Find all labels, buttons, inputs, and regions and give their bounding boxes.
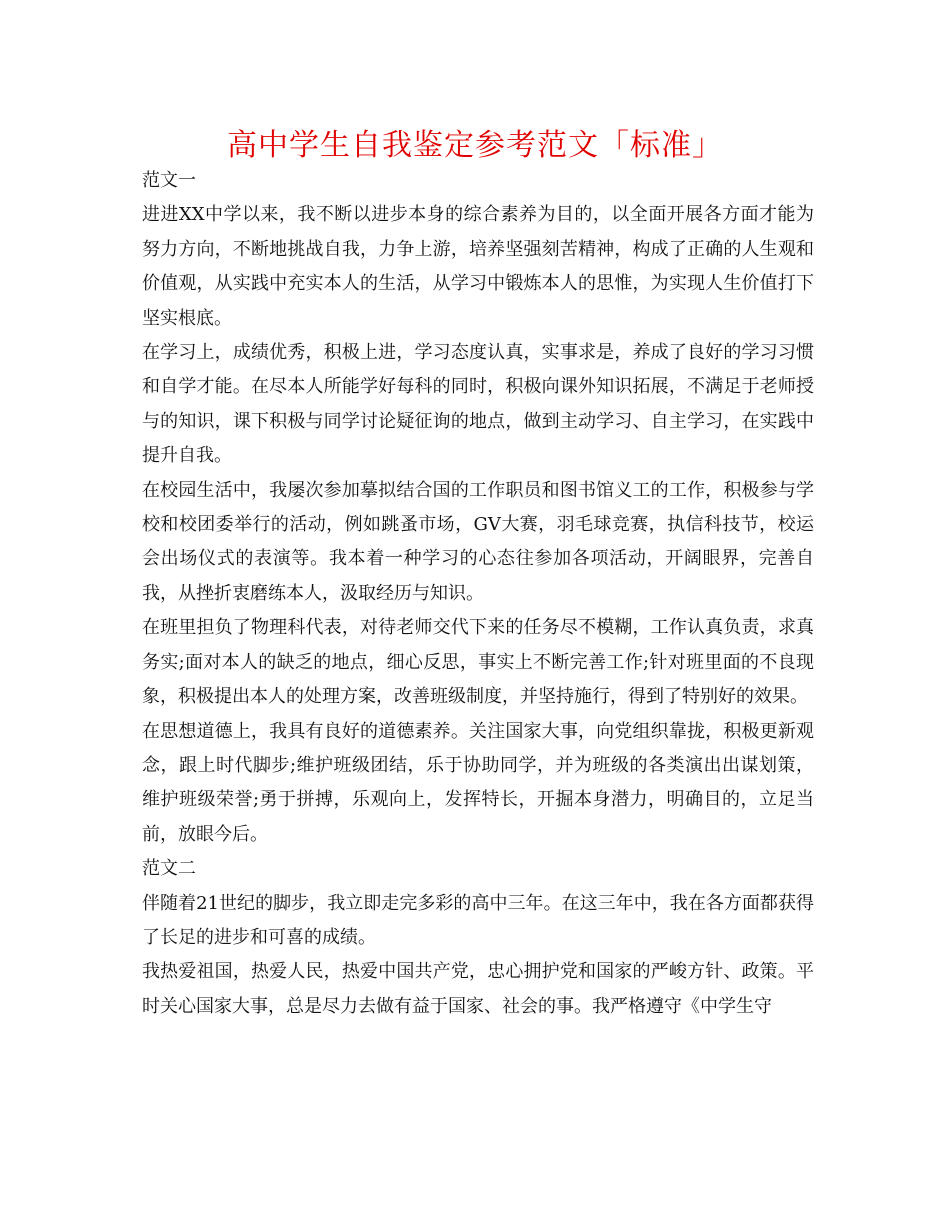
document-body	[142, 164, 814, 1024]
paragraph: 在思想道德上，我具有良好的道德素养。关注国家大事，向党组织靠拢，积极更新观念，跟上时代脚步;维护班级团结，乐于协助同学，并为班级的各类演出出谋划策，维护班级荣誉;勇于拼搏，乐观向上，发挥特长，开掘本身潜力，明确目的，立足当前，放眼今后。	[142, 720, 814, 845]
document-title: 高中学生自我鉴定参考范文「标准」	[227, 128, 723, 163]
section-label-2: 范文二	[142, 858, 196, 880]
paragraph: 在学习上，成绩优秀，积极上进，学习态度认真，实事求是，养成了良好的学习习惯和自学才能。在尽本人所能学好每科的同时，积极向课外知识拓展，不满足于老师授与的知识，课下积极与同学讨论疑征询的地点，做到主动学习、自主学习，在实践中提升自我。	[142, 342, 814, 467]
paragraph: 进进XX中学以来，我不断以进步本身的综合素养为目的，以全面开展各方面才能为努力方向，不断地挑战自我，力争上游，培养坚强刻苦精神，构成了正确的人生观和价值观，从实践中充实本人的生活，从学习中锻炼本人的思惟，为实现人生价值打下坚实根底。	[142, 204, 814, 329]
paragraph: 我热爱祖国，热爱人民，热爱中国共产党，忠心拥护党和国家的严峻方针、政策。平时关心国家大事，总是尽力去做有益于国家、社会的事。我严格遵守《中学生守	[142, 961, 814, 1017]
paragraph: 伴随着21世纪的脚步，我立即走完多彩的高中三年。在这三年中，我在各方面都获得了长足的进步和可喜的成绩。	[142, 892, 814, 948]
paragraph: 在校园生活中，我屡次参加摹拟结合国的工作职员和图书馆义工的工作，积极参与学校和校团委举行的活动，例如跳蚤市场，GV大赛，羽毛球竞赛，执信科技节，校运会出场仪式的表演等。我本着一种学习的心态往参加各项活动，开阔眼界，完善自我，从挫折衷磨练本人，汲取经历与知识。	[142, 479, 814, 604]
section-label-1: 范文一	[142, 170, 196, 191]
paragraph: 在班里担负了物理科代表，对待老师交代下来的任务尽不模糊，工作认真负责，求真务实;面对本人的缺乏的地点，细心反思，事实上不断完善工作;针对班里面的不良现象，积极提出本人的处理方案，改善班级制度，并坚持施行，得到了特别好的效果。	[142, 617, 814, 708]
